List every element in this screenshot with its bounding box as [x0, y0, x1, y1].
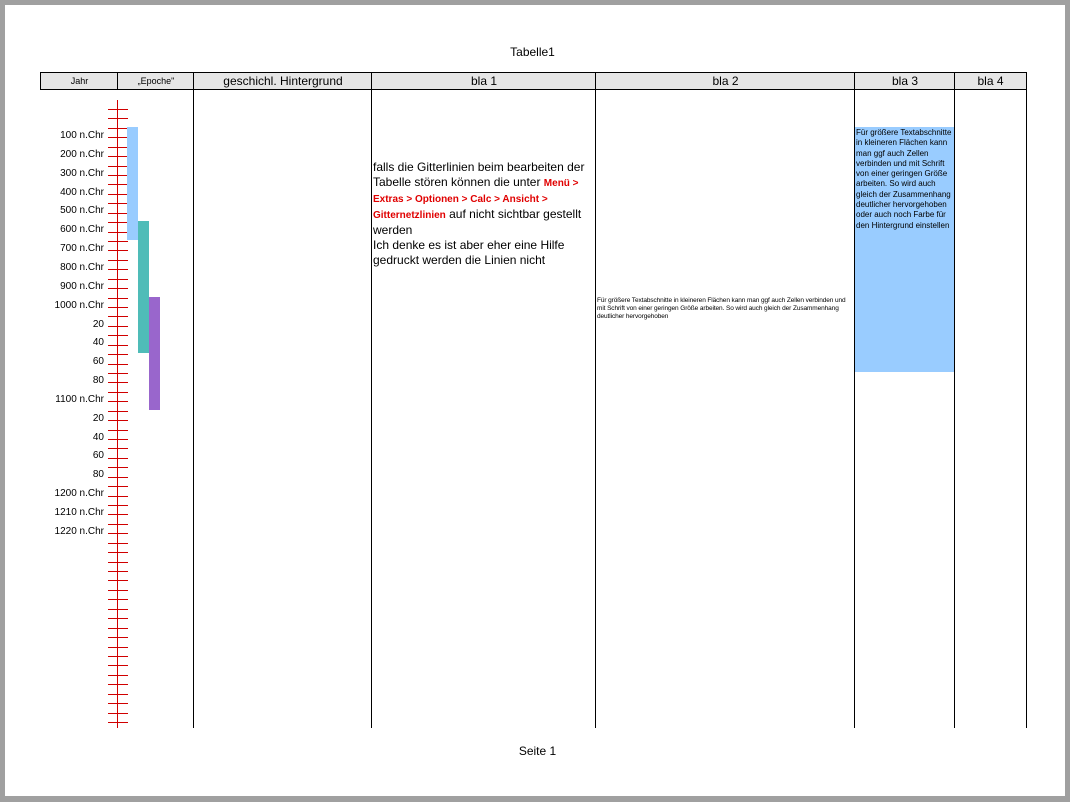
timeline-label: 60 [92, 450, 104, 461]
column-divider [371, 90, 372, 728]
timeline-tick [108, 618, 128, 619]
timeline-tick [108, 194, 128, 195]
timeline-tick [108, 260, 128, 261]
column-header-bla4[interactable]: bla 4 [954, 72, 1027, 90]
timeline-tick [108, 628, 128, 629]
timeline-tick [108, 430, 128, 431]
timeline-tick [108, 147, 128, 148]
timeline-tick [108, 345, 128, 346]
timeline-tick [108, 298, 128, 299]
timeline-tick [108, 580, 128, 581]
timeline-tick [108, 590, 128, 591]
timeline-label: 900 n.Chr [60, 281, 104, 292]
timeline-tick [108, 675, 128, 676]
timeline-tick [108, 543, 128, 544]
timeline-tick [108, 571, 128, 572]
timeline-tick [108, 156, 128, 157]
timeline-label: 40 [92, 432, 104, 443]
timeline-tick [108, 599, 128, 600]
timeline-tick [108, 411, 128, 412]
timeline-tick [108, 203, 128, 204]
timeline-tick [108, 382, 128, 383]
page-footer: Seite 1 [518, 744, 557, 758]
timeline-label: 1200 n.Chr [54, 488, 104, 499]
timeline-tick [108, 364, 128, 365]
timeline-label: 1100 n.Chr [55, 394, 104, 405]
column-header-bla1[interactable]: bla 1 [371, 72, 596, 90]
timeline-label: 700 n.Chr [60, 243, 104, 254]
timeline-label: 200 n.Chr [60, 149, 104, 160]
timeline-tick [108, 609, 128, 610]
note-text: auf nicht sichtbar gestellt werden [373, 207, 582, 237]
note-text: falls die Gitterlinien beim bearbeiten der Tabelle stören können die unter [373, 160, 585, 189]
timeline-tick [108, 533, 128, 534]
timeline-tick [108, 656, 128, 657]
timeline-tick [108, 439, 128, 440]
timeline-label: 1220 n.Chr [54, 526, 104, 537]
timeline-tick [108, 222, 128, 223]
timeline-tick [108, 392, 128, 393]
timeline-tick [108, 562, 128, 563]
timeline-tick [108, 665, 128, 666]
timeline-tick [108, 684, 128, 685]
timeline-tick [108, 335, 128, 336]
timeline-tick [108, 524, 128, 525]
timeline-tick [108, 420, 128, 421]
column-divider [193, 90, 194, 728]
timeline-label: 1000 n.Chr [54, 300, 104, 311]
timeline-label: 20 [92, 319, 104, 330]
timeline-tick [108, 448, 128, 449]
epoch-bar [138, 221, 149, 353]
timeline-tick [108, 694, 128, 695]
column-header-bla3[interactable]: bla 3 [854, 72, 955, 90]
timeline-tick [108, 184, 128, 185]
column-header-epoche[interactable]: „Epoche" [117, 72, 194, 90]
sheet-page [5, 5, 1065, 796]
timeline-tick [108, 213, 128, 214]
menu-path: Menü > Extras > Optionen > Calc > Ansicht > Gitternetzlinien [373, 178, 579, 221]
timeline-tick [108, 505, 128, 506]
merged-cell-text: Für größere Textabschnitte in kleineren Flächen kann man ggf auch Zellen verbinden und mit Schrift von einer geringen Größe arbeiten. So wird auch gleich der Zusammenhang deutlicher hervorgehoben oder auch noch Farbe für den Hintergrund einstellen [856, 128, 952, 230]
timeline-tick [108, 486, 128, 487]
column-header-jahr[interactable]: Jahr [40, 72, 118, 90]
timeline-tick [108, 703, 128, 704]
timeline-tick [108, 241, 128, 242]
timeline-label: 80 [92, 469, 104, 480]
timeline-tick [108, 137, 128, 138]
timeline-tick [108, 722, 128, 723]
column-header-bla2[interactable]: bla 2 [595, 72, 855, 90]
timeline-tick [108, 496, 128, 497]
column-header-hintergrund[interactable]: geschichl. Hintergrund [193, 72, 372, 90]
sheet-title: Tabelle1 [510, 45, 555, 59]
timeline-label: 400 n.Chr [60, 187, 104, 198]
timeline-tick [108, 166, 128, 167]
timeline-label: 600 n.Chr [60, 224, 104, 235]
timeline-tick [108, 316, 128, 317]
timeline-label: 20 [92, 413, 104, 424]
timeline-tick [108, 288, 128, 289]
timeline-tick [108, 250, 128, 251]
column-divider [595, 90, 596, 728]
timeline-label: 60 [92, 356, 104, 367]
epoch-bar [127, 127, 138, 240]
column-divider [954, 90, 955, 728]
timeline-label: 500 n.Chr [60, 205, 104, 216]
timeline-tick [108, 232, 128, 233]
timeline-tick [108, 326, 128, 327]
timeline-tick [108, 269, 128, 270]
gridline-note [373, 160, 595, 268]
timeline-label: 40 [92, 337, 104, 348]
timeline-tick [108, 713, 128, 714]
timeline-label: 800 n.Chr [60, 262, 104, 273]
timeline-label: 100 n.Chr [60, 130, 104, 141]
timeline-label: 1210 n.Chr [54, 507, 104, 518]
timeline-tick [108, 401, 128, 402]
timeline-tick [108, 128, 128, 129]
timeline-tick [108, 109, 128, 110]
timeline-tick [108, 279, 128, 280]
timeline-tick [108, 118, 128, 119]
timeline-tick [108, 467, 128, 468]
timeline-tick [108, 552, 128, 553]
timeline-tick [108, 637, 128, 638]
timeline-label: 80 [92, 375, 104, 386]
timeline-tick [108, 477, 128, 478]
epoch-bar [149, 297, 160, 410]
timeline-tick [108, 647, 128, 648]
timeline-tick [108, 307, 128, 308]
timeline-tick [108, 373, 128, 374]
timeline-tick [108, 175, 128, 176]
small-text-note: Für größere Textabschnitte in kleineren Flächen kann man ggf auch Zellen verbinden und mit Schrift von einer geringen Größe arbeiten. So wird auch gleich der Zusammenhang deutlicher hervorgehoben [597, 297, 846, 320]
timeline-tick [108, 514, 128, 515]
column-divider [1026, 90, 1027, 728]
timeline-tick [108, 354, 128, 355]
timeline-tick [108, 458, 128, 459]
note-text: Ich denke es ist aber eher eine Hilfe gedruckt werden die Linien nicht [373, 238, 565, 267]
timeline-label: 300 n.Chr [60, 168, 104, 179]
